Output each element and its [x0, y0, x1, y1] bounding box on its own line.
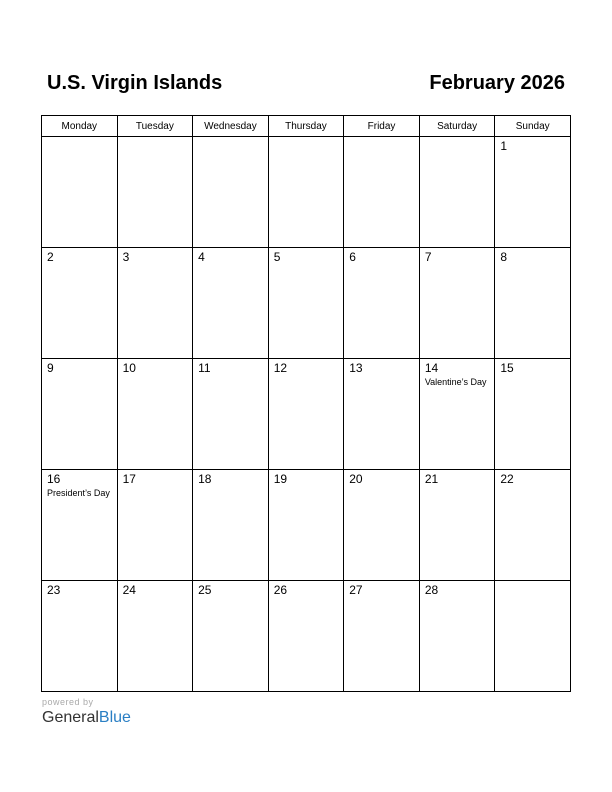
day-cell	[344, 581, 420, 692]
day-number	[118, 137, 193, 139]
day-number: 27	[349, 583, 363, 597]
day-number: 25	[198, 583, 212, 597]
weekday-header: Sunday	[495, 116, 571, 137]
day-cell	[419, 470, 495, 581]
day-cell	[117, 470, 193, 581]
day-number: 4	[198, 250, 205, 264]
day-number: 24	[122, 583, 136, 597]
powered-by-text: powered by	[42, 697, 94, 707]
day-cell	[344, 137, 420, 248]
weekday-header: Friday	[344, 116, 420, 137]
weekday-header: Saturday	[419, 116, 495, 137]
day-cell	[495, 137, 571, 248]
day-cell	[419, 359, 495, 470]
day-cell	[419, 137, 495, 248]
day-cell	[268, 248, 344, 359]
day-number: 23	[47, 583, 61, 597]
day-cell	[419, 248, 495, 359]
brand-blue-text: Blue	[98, 709, 131, 726]
day-cell	[495, 359, 571, 470]
day-cell	[193, 581, 269, 692]
day-number: 5	[273, 250, 281, 264]
day-number: 14	[424, 361, 439, 375]
day-number: 11	[198, 361, 211, 375]
day-number	[420, 137, 495, 139]
day-cell	[344, 470, 420, 581]
day-number: 12	[273, 361, 288, 375]
day-number	[42, 137, 117, 139]
day-number: 3	[122, 250, 130, 264]
day-cell	[42, 581, 118, 692]
day-cell	[193, 248, 269, 359]
day-number: 2	[47, 250, 54, 264]
day-cell	[117, 137, 193, 248]
weekday-header: Tuesday	[117, 116, 193, 137]
brand-logo	[42, 708, 131, 728]
day-cell	[193, 470, 269, 581]
day-cell	[268, 581, 344, 692]
day-cell	[42, 359, 118, 470]
region-title: U.S. Virgin Islands	[47, 72, 223, 94]
day-cell	[42, 137, 118, 248]
day-number: 6	[349, 250, 356, 264]
week-row	[42, 137, 571, 248]
day-cell	[42, 248, 118, 359]
day-number: 22	[500, 472, 514, 486]
calendar-grid	[41, 115, 571, 692]
day-number: 28	[424, 583, 439, 597]
brand-general-text: General	[42, 709, 99, 726]
day-number	[193, 137, 268, 139]
day-cell	[117, 248, 193, 359]
day-cell	[344, 248, 420, 359]
day-cell	[268, 137, 344, 248]
day-number: 16	[47, 472, 61, 486]
day-cell	[344, 359, 420, 470]
day-number: 21	[424, 472, 439, 486]
week-row	[42, 359, 571, 470]
day-number: 10	[122, 361, 136, 375]
week-row	[42, 248, 571, 359]
day-cell	[419, 581, 495, 692]
footer-logo	[42, 697, 131, 728]
weekday-header: Wednesday	[193, 116, 269, 137]
day-number: 20	[349, 472, 363, 486]
weekday-header: Thursday	[268, 116, 344, 137]
holiday-label: President’s Day	[47, 488, 110, 498]
week-row	[42, 470, 571, 581]
day-number	[495, 581, 570, 583]
day-number: 13	[349, 361, 363, 375]
day-number: 7	[424, 250, 432, 264]
day-cell	[495, 470, 571, 581]
day-number: 17	[122, 472, 136, 486]
day-cell	[495, 581, 571, 692]
day-number	[344, 137, 419, 139]
month-year-title: February 2026	[429, 72, 565, 94]
day-cell	[193, 137, 269, 248]
week-row	[42, 581, 571, 692]
holiday-label: Valentine’s Day	[424, 377, 487, 387]
day-number: 9	[47, 361, 54, 375]
day-cell	[42, 470, 118, 581]
day-number	[269, 137, 344, 139]
weekday-header-row	[42, 116, 571, 137]
day-cell	[117, 359, 193, 470]
day-cell	[268, 470, 344, 581]
day-cell	[117, 581, 193, 692]
day-cell	[193, 359, 269, 470]
day-cell	[495, 248, 571, 359]
day-number: 26	[273, 583, 288, 597]
day-number: 19	[273, 472, 288, 486]
day-cell	[268, 359, 344, 470]
day-number: 8	[500, 250, 508, 264]
weekday-header: Monday	[42, 116, 118, 137]
day-number: 18	[198, 472, 212, 486]
day-number: 15	[500, 361, 514, 375]
day-number: 1	[500, 139, 508, 153]
